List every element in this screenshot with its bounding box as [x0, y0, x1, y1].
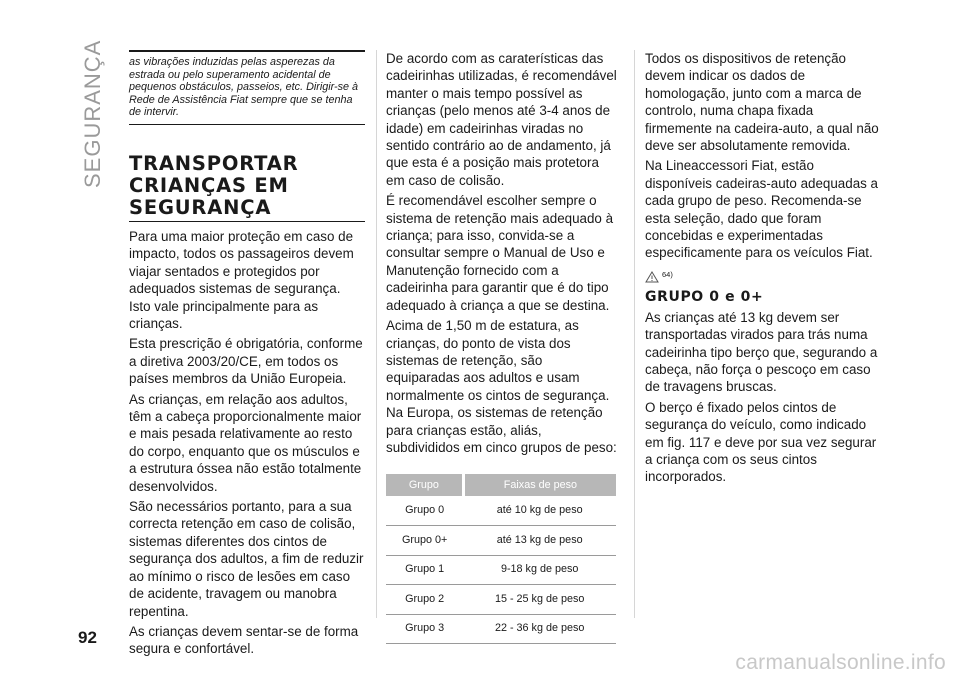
- section-sidebar-title: SEGURANÇA: [80, 39, 105, 188]
- table-row: [386, 555, 616, 585]
- warning-triangle-icon: [645, 271, 659, 283]
- table-cell: 15 - 25 kg de peso: [463, 585, 616, 615]
- table-row: [386, 525, 616, 555]
- table-cell: até 10 kg de peso: [463, 496, 616, 525]
- subheading: GRUPO 0 e 0+: [645, 289, 764, 306]
- table-cell: 22 - 36 kg de peso: [463, 614, 616, 644]
- paragraph: As crianças até 13 kg devem ser transportadas virados para trás numa cadeirinha tipo berço que, segurando a cabeça, não força o pescoço em caso de travagens bruscas.: [645, 309, 878, 395]
- table-cell: Grupo 1: [386, 555, 463, 585]
- table-header-weight: Faixas de peso: [463, 474, 616, 496]
- page-number: 92: [78, 628, 97, 647]
- warning-ref-number: 64): [662, 269, 673, 279]
- table-cell: Grupo 3: [386, 614, 463, 644]
- column-left: [129, 50, 365, 661]
- column-middle: [386, 50, 618, 644]
- paragraph: De acordo com as caraterísticas das cadeirinhas utilizadas, é recomendável manter o mais tempo possível as crianças (pelo menos até 3-4 anos de idade) em cadeirinhas viradas no sentido contrário ao de andamento, já que esta é a posição mais protetora em caso de colisão.: [386, 51, 617, 188]
- column-right: [645, 50, 881, 489]
- weight-groups-table: [386, 474, 616, 644]
- section-heading: TRANSPORTAR CRIANÇAS EM SEGURANÇA: [129, 153, 365, 222]
- table-cell: Grupo 2: [386, 585, 463, 615]
- paragraph: As crianças devem sentar-se de forma segura e confortável.: [129, 623, 359, 657]
- paragraph: O berço é fixado pelos cintos de segurança do veículo, como indicado em fig. 117 e deve por sua vez segurar a criança com os seus cintos incorporados.: [645, 399, 877, 485]
- paragraph: É recomendável escolher sempre o sistema de retenção mais adequado à criança; para isso, convida-se a consultar sempre o Manual de Uso e Manutenção fornecido com a cadeirinha para garantir que é do tipo adequado à criança a que se destina.: [386, 193, 614, 313]
- column-divider: [634, 50, 635, 618]
- table-row: [386, 496, 616, 525]
- table-cell: Grupo 0: [386, 496, 463, 525]
- table-cell: Grupo 0+: [386, 525, 463, 555]
- continued-note: as vibrações induzidas pelas asperezas da estrada ou pelo superamento acidental de pequenos obstáculos, passeios, etc. Dirigir-se à Rede de Assistência Fiat sempre que se tenha de intervir.: [129, 50, 365, 125]
- paragraph: Na Lineaccessori Fiat, estão disponíveis cadeiras-auto adequadas a cada grupo de peso. Recomenda-se esta seleção, dado que foram concebidas e experimentadas especificamente para os veículos Fiat.: [645, 158, 879, 261]
- paragraph: Acima de 1,50 m de estatura, as crianças, do ponto de vista dos sistemas de retenção, são equiparadas aos adultos e usam normalmente os cintos de segurança. Na Europa, os sistemas de retenção para crianças estão, aliás, subdivididos em cinco grupos de peso:: [386, 318, 617, 455]
- warning-reference: [645, 266, 881, 283]
- paragraph: Todos os dispositivos de retenção devem indicar os dados de homologação, junto com a marca de controlo, numa chapa fixada firmemente na cadeira-auto, a qual não deve ser absolutamente removida.: [645, 51, 879, 154]
- paragraph: As crianças, em relação aos adultos, têm a cabeça proporcionalmente maior e mais pesada relativamente ao resto do corpo, enquanto que os músculos e a estrutura óssea não estão totalmente desenvolvidos.: [129, 391, 362, 494]
- column-divider: [376, 50, 377, 618]
- watermark: carmanualsonline.info: [735, 651, 946, 674]
- paragraph: Para uma maior proteção em caso de impacto, todos os passageiros devem viajar sentados e protegidos por adequados sistemas de segurança. Isto vale principalmente para as crianças.: [129, 228, 354, 331]
- table-row: [386, 585, 616, 615]
- table-cell: 9-18 kg de peso: [463, 555, 616, 585]
- table-header-group: Grupo: [386, 474, 463, 496]
- table-cell: até 13 kg de peso: [463, 525, 616, 555]
- paragraph: São necessários portanto, para a sua correcta retenção em caso de colisão, sistemas diferentes dos cintos de segurança dos adultos, a fim de reduzir ao mínimo o risco de lesões em caso de acidente, travagem ou manobra repentina.: [129, 499, 364, 619]
- paragraph: Esta prescrição é obrigatória, conforme a diretiva 2003/20/CE, em todos os países membros da União Europeia.: [129, 336, 363, 387]
- table-row: [386, 614, 616, 644]
